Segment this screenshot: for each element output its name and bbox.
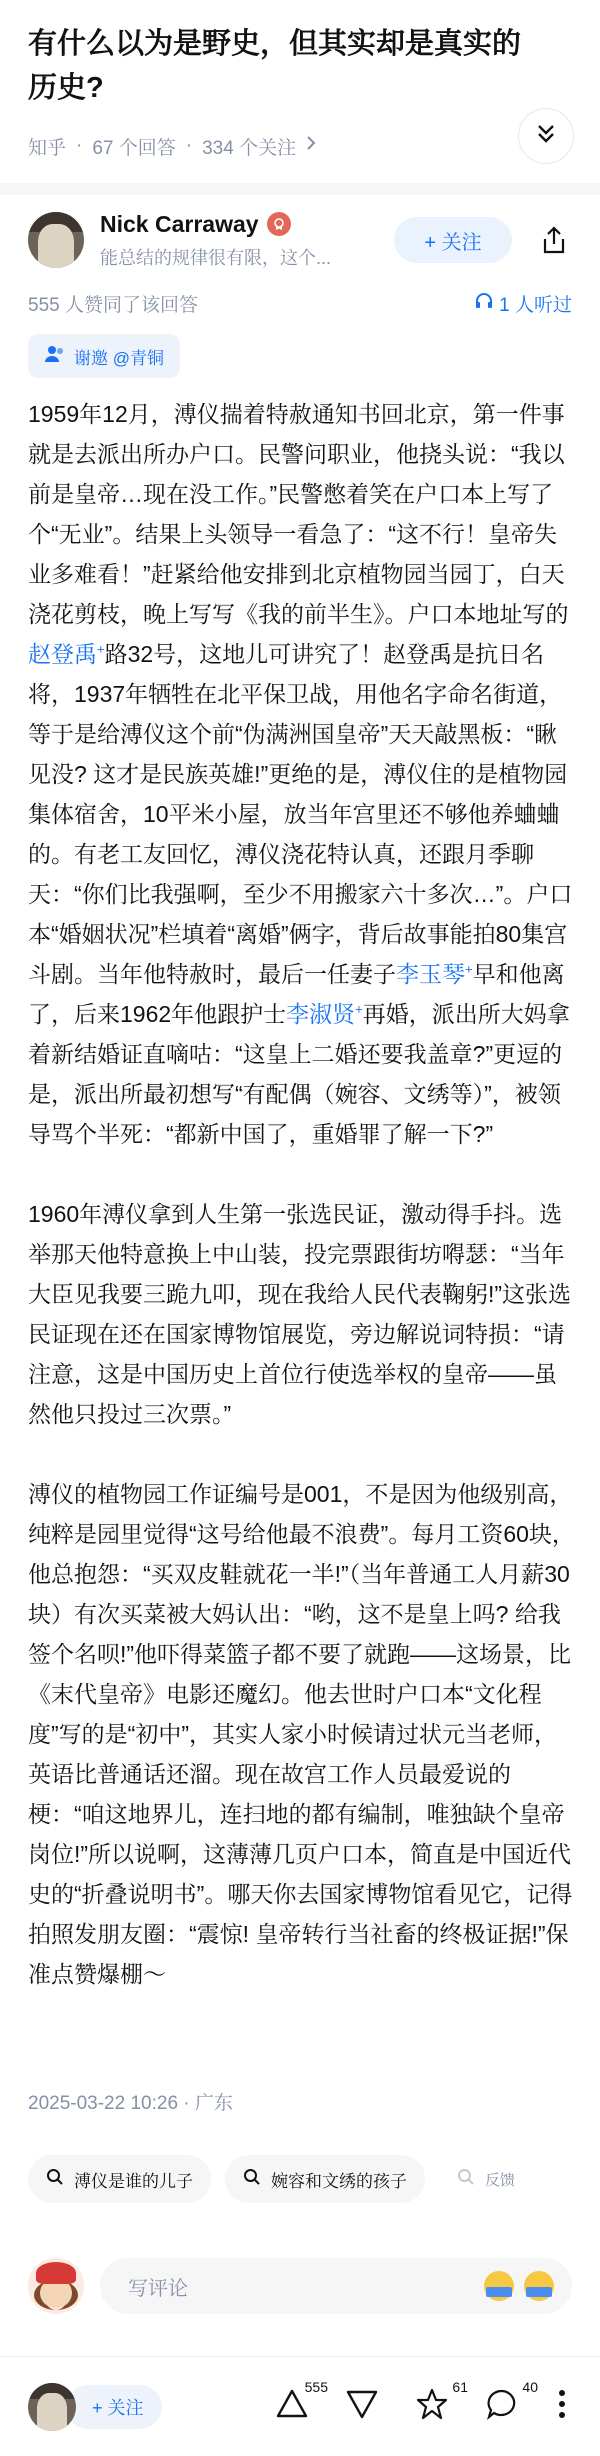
star-icon <box>415 2387 449 2426</box>
answer-paragraph: 1960年溥仪拿到人生第一张选民证，激动得手抖。选举那天他特意换上中山装，投完票跟街坊嘚瑟：“当年大臣见我要三跪九叩，现在我给人民代表鞠躬!”这张选民证现在还在国家博物馆展览，旁边解说词特损：“请注意，这是中国历史上首位行使选举权的皇帝——虽然他只投过三次票。” <box>28 1201 572 1427</box>
author-info <box>100 211 394 270</box>
downvote-button[interactable] <box>342 2387 382 2427</box>
stats-row <box>28 290 572 317</box>
more-button[interactable] <box>552 2387 572 2427</box>
emoji-icon[interactable] <box>524 2271 554 2301</box>
upvote-button[interactable] <box>272 2378 328 2427</box>
search-icon <box>46 2168 64 2191</box>
search-icon <box>243 2168 261 2191</box>
answer-paragraph: 1959年12月，溥仪揣着特赦通知书回北京，第一件事就是去派出所办户口。民警问职业，他挠头说：“我以前是皇帝…现在没工作。”民警憋着笑在户口本上写了个“无业”。结果上头领导一看急了：“这不行！皇帝失业多难看！”赶紧给他安排到北京植物园当园丁，白天浇花剪枝，晚上写写《我的前半生》。户口本地址写的赵登禹+路32号，这地儿可讲究了！赵登禹是抗日名将，1937年牺牲在北平保卫战，用他名字命名街道，等于是给溥仪这个前“伪满洲国皇帝”天天敲黑板：“瞅见没? 这才是民族英雄!”更绝的是，溥仪住的是植物园集体宿舍，10平米小屋，放当年宫里还不够他养蛐蛐的。有老工友回忆，溥仪浇花特认真，还跟月季聊天：“你们比我强啊，至少不用搬家六十多次…”。户口本“婚姻状况”栏填着“离婚”俩字，背后故事能拍80集宫斗剧。当年他特赦时，最后一任妻子李玉琴+早和他离了，后来1962年他跟护士李淑贤+再婚，派出所大妈拿着新结婚证直嘀咕：“这皇上二婚还要我盖章?”更逗的是，派出所最初想写“有配偶（婉容、文绣等）”，被领导骂个半死：“都新中国了，重婚罪了解一下?” <box>28 401 573 1147</box>
link-marker: + <box>97 641 105 657</box>
follower-count[interactable]: 334 个关注 <box>202 137 297 159</box>
comment-placeholder: 写评论 <box>128 2277 188 2300</box>
answer-body <box>28 394 576 2034</box>
bottom-action-bar <box>0 2356 600 2456</box>
share-icon[interactable] <box>536 222 572 258</box>
question-title[interactable]: 有什么以为是野史，但其实却是真实的历史? <box>28 28 522 104</box>
feedback-button[interactable]: 反馈 <box>457 2168 515 2190</box>
badge-icon <box>267 212 291 236</box>
search-icon <box>457 2168 475 2190</box>
related-search-chip[interactable]: 婉容和文绣的孩子 <box>225 2155 425 2203</box>
invite-label: 谢邀 @青铜 <box>74 348 164 368</box>
follow-button[interactable]: + 关注 <box>394 217 512 263</box>
question-meta: 知乎 · 67 个回答 · 334 个关注 <box>28 130 572 162</box>
answer-paragraph: 溥仪的植物园工作证编号是001，不是因为他级别高，纯粹是园里觉得“这号给他最不浪费”。每月工资60块，他总抱怨：“买双皮鞋就花一半!”（当年普通工人月薪30块）有次买菜被大妈认出：“哟，这不是皇上吗? 给我签个名呗!”他吓得菜篮子都不要了就跑——这场景，比《末代皇帝》电影还魔幻。他去世时户口本“文化程度”写的是“初中”，其实人家小时候请过状元当老师，英语比普通话还溜。现在故宫工作人员最爱说的梗：“咱这地界儿，连扫地的都有编制，唯独缺个皇帝岗位!”所以说啊，这薄薄几页户口本，简直是中国近代史的“折叠说明书”。哪天你去国家博物馆看见它，记得拍照发朋友圈：“震惊! 皇帝转行当社畜的终极证据!”保准点赞爆棚～ <box>28 1481 575 1987</box>
like-button[interactable] <box>412 2378 468 2427</box>
author-name[interactable]: Nick Carraway <box>100 210 259 237</box>
related-searches <box>28 2154 588 2204</box>
agree-count: 555 人赞同了该回答 <box>28 295 198 316</box>
chevron-right-icon <box>306 135 316 157</box>
downvote-icon <box>345 2388 379 2425</box>
follow-button[interactable]: + 关注 <box>66 2385 162 2429</box>
author-bio: 能总结的规律很有限，这个... <box>100 247 332 268</box>
related-search-chip[interactable]: 溥仪是谁的儿子 <box>28 2155 211 2203</box>
post-meta: 2025-03-22 10:26 · 广东 <box>28 2093 233 2114</box>
headphones-icon <box>475 292 493 316</box>
comment-count: 40 <box>522 2378 538 2395</box>
source-label[interactable]: 知乎 <box>28 137 67 159</box>
entity-link[interactable]: 赵登禹 <box>28 641 97 667</box>
listen-button[interactable] <box>475 290 572 317</box>
invite-tag[interactable] <box>28 334 180 378</box>
question-header <box>0 0 600 162</box>
listen-count: 1 人听过 <box>499 295 572 316</box>
comment-input[interactable] <box>100 2258 572 2314</box>
author-row <box>28 210 572 270</box>
entity-link[interactable]: 李玉琴 <box>396 961 465 987</box>
section-divider <box>0 183 600 195</box>
upvote-count: 555 <box>304 2378 328 2395</box>
answer-count[interactable]: 67 个回答 <box>92 137 176 159</box>
author-avatar[interactable] <box>28 212 84 268</box>
more-vertical-icon <box>558 2389 566 2424</box>
double-chevron-down-icon <box>535 123 557 150</box>
link-marker: + <box>465 961 473 977</box>
like-count: 61 <box>452 2378 468 2395</box>
comment-button[interactable] <box>482 2378 538 2427</box>
link-marker: + <box>355 1001 363 1017</box>
people-icon <box>44 345 66 368</box>
entity-link[interactable]: 李淑贤 <box>286 1001 356 1027</box>
user-avatar[interactable] <box>28 2258 84 2314</box>
emoji-icon[interactable] <box>484 2271 514 2301</box>
author-avatar[interactable] <box>28 2383 76 2431</box>
collapse-button[interactable] <box>518 108 574 164</box>
comment-row <box>28 2254 572 2318</box>
comment-icon <box>485 2387 519 2426</box>
